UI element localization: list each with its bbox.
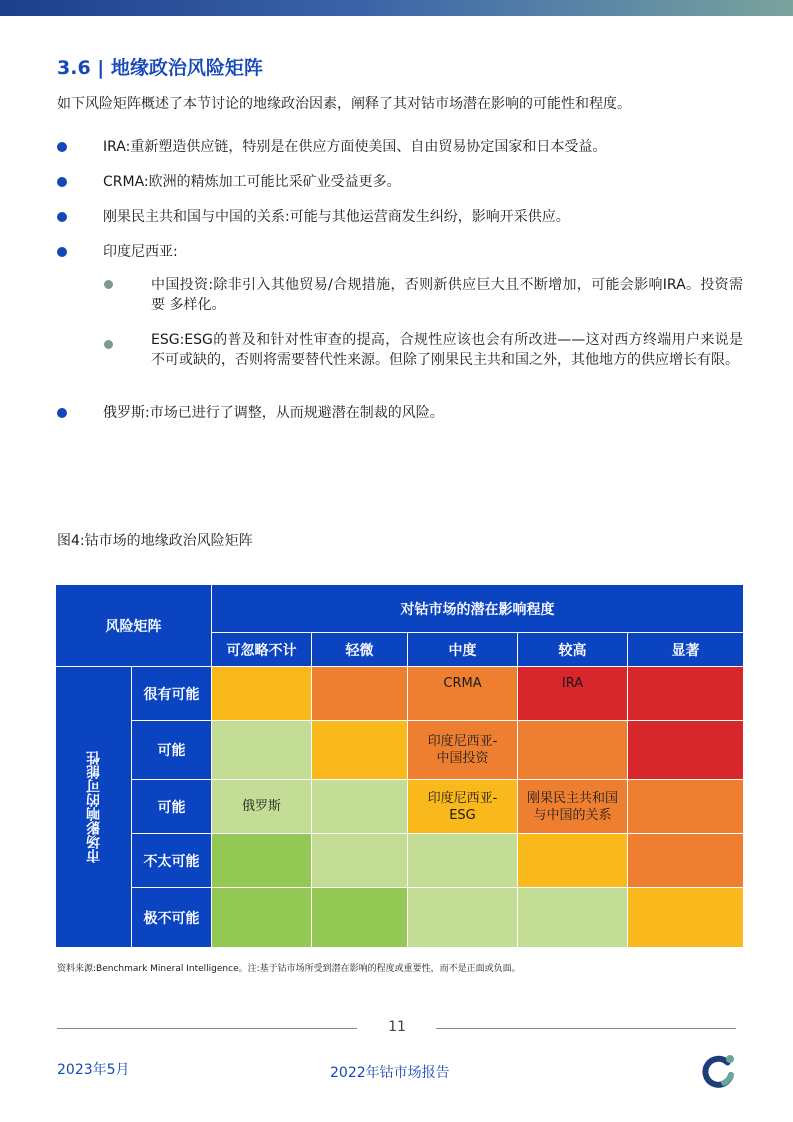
matrix-cell [628,888,743,947]
bullet-indonesia: 印度尼西亚: [103,244,178,260]
matrix-cell [408,834,517,887]
likelihood-axis-header [56,667,131,947]
sub-bullet-esg: ESG:ESG的普及和针对性审查的提高，合规性应该也会有所改进——这对西方终端用户来说是 不可或缺的，否则将需要替代性来源。但除了刚果民主共和国之外，其他地方的供应增长有限。 [151,332,743,368]
top-banner [0,0,793,16]
matrix-cell [312,834,407,887]
matrix-cell [628,721,743,779]
footer-date: 2023年5月 [57,1062,130,1078]
bullet-russia: 俄罗斯:市场已进行了调整，从而规避潜在制裁的风险。 [103,405,444,421]
bullet-drc-china: 刚果民主共和国与中国的关系:可能与其他运营商发生纠纷，影响开采供应。 [103,209,570,225]
footer-report-title: 2022年钴市场报告 [330,1065,450,1081]
matrix-cell [628,667,743,720]
footer-rule-right [436,1028,736,1029]
bullet-marker [57,177,67,187]
likelihood-level-unlikely: 不太可能 [132,834,211,887]
matrix-cell [312,780,407,833]
matrix-cell [408,888,517,947]
matrix-cell [212,667,311,720]
matrix-cell [212,888,311,947]
matrix-cell: IRA [518,667,627,720]
intro-paragraph: 如下风险矩阵概述了本节讨论的地缘政治因素，阐释了其对钴市场潜在影响的可能性和程度。 [57,96,631,112]
bullet-marker [57,142,67,152]
matrix-cell [518,888,627,947]
matrix-cell [628,834,743,887]
matrix-cell [312,667,407,720]
impact-level-negligible: 可忽略不计 [212,633,311,666]
likelihood-axis-label: 市场影响的可能性 [85,751,102,863]
bullet-marker [57,212,67,222]
page-number: 11 [388,1019,406,1035]
matrix-cell [628,780,743,833]
sub-bullet-china-investment: 中国投资:除非引入其他贸易/合规措施，否则新供应巨大且不断增加，可能会影响IRA。投资需要 多样化。 [151,277,743,313]
sub-bullet-marker [104,280,113,289]
matrix-cell [212,834,311,887]
likelihood-level-very-likely: 很有可能 [132,667,211,720]
matrix-cell [518,834,627,887]
matrix-cell: 印度尼西亚- 中国投资 [408,721,517,779]
impact-axis-header: 对钴市场的潜在影响程度 [212,585,743,632]
likelihood-level-possible: 可能 [132,780,211,833]
company-logo-icon [698,1051,738,1091]
matrix-cell [312,721,407,779]
source-note: 资料来源:Benchmark Mineral Intelligence。注:基于钴市场所受到潜在影响的程度或重要性，而不是正面或负面。 [57,964,521,974]
matrix-cell: 俄罗斯 [212,780,311,833]
matrix-corner-label: 风险矩阵 [56,585,211,666]
bullet-marker [57,408,67,418]
section-heading: 3.6 | 地缘政治风险矩阵 [57,57,263,79]
bullet-crma: CRMA:欧洲的精炼加工可能比采矿业受益更多。 [103,174,401,190]
impact-level-significant: 显著 [628,633,743,666]
sub-bullet-marker [104,340,113,349]
impact-level-high: 较高 [518,633,627,666]
matrix-cell: 刚果民主共和国 与中国的关系 [518,780,627,833]
matrix-cell [518,721,627,779]
likelihood-level-very-unlikely: 极不可能 [132,888,211,947]
risk-matrix [56,585,737,943]
matrix-cell: 印度尼西亚- ESG [408,780,517,833]
matrix-cell [212,721,311,779]
footer-rule-left [57,1028,357,1029]
bullet-marker [57,247,67,257]
impact-level-minor: 轻微 [312,633,407,666]
likelihood-level-likely: 可能 [132,721,211,779]
matrix-cell [312,888,407,947]
matrix-cell: CRMA [408,667,517,720]
bullet-ira: IRA:重新塑造供应链，特别是在供应方面使美国、自由贸易协定国家和日本受益。 [103,139,607,155]
impact-level-moderate: 中度 [408,633,517,666]
figure-caption: 图4:钴市场的地缘政治风险矩阵 [57,533,253,549]
